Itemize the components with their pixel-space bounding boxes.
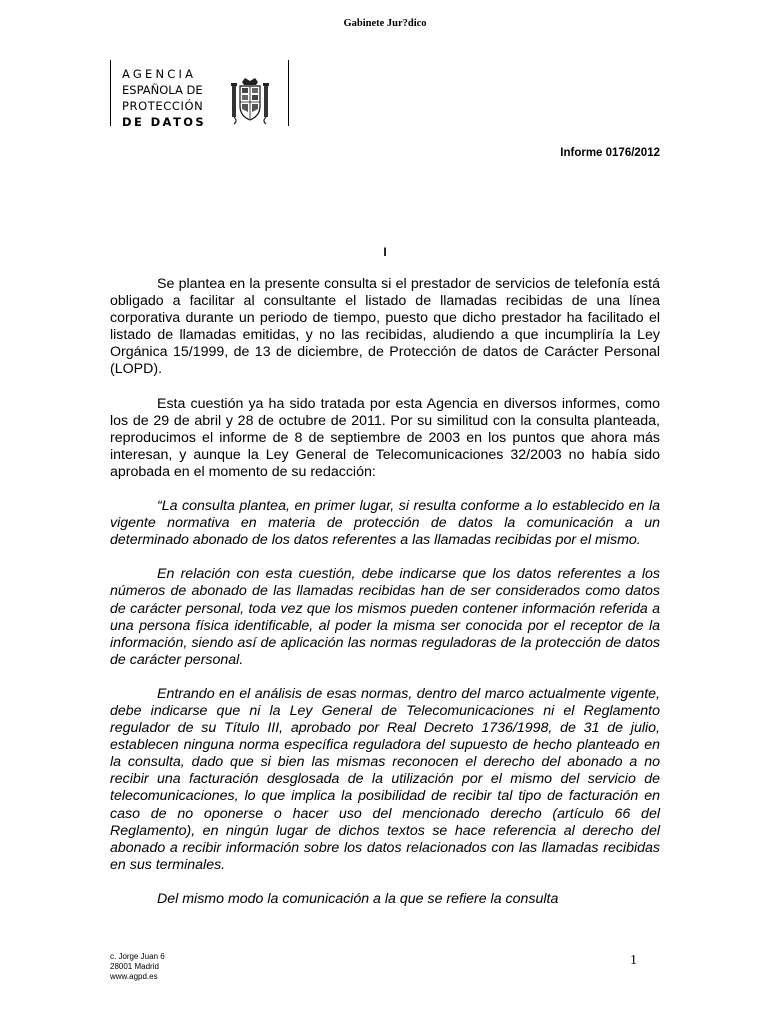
logo-divider-left — [110, 60, 111, 126]
paragraph: Esta cuestión ya ha sido tratada por esta Agencia en diversos informes, como los de 29 de abril y 28 de octubre de 2011. Por su similitud con la consulta planteada, reproducimos el informe de 8 de septiembre de 2003 en los puntos que ahora más interesan, y aunque la Ley General de Telecomunicaciones 32/2003 no había sido aprobada en el momento de su redacción: — [110, 395, 660, 480]
logo-divider-right — [288, 60, 289, 126]
page-number: 1 — [630, 953, 637, 968]
quoted-paragraph: Del mismo modo la comunicación a la que se refiere la consulta — [157, 890, 559, 907]
logo-line-3: PROTECCIÓN — [122, 99, 204, 113]
quoted-paragraph: En relación con esta cuestión, debe indicarse que los datos referentes a los números de abonado de las llamadas recibidas han de ser considerados como datos de carácter personal, toda vez que los mismos pueden contener información referida a una persona física identificable, al poder la misma ser conocida por el receptor de la información, siendo así de aplicación las normas reguladoras de la protección de datos de carácter personal. — [110, 566, 660, 668]
website-text: www.agpd.es — [110, 972, 158, 981]
logo-line-2: ESPAÑOLA DE — [122, 83, 203, 97]
section-heading: I — [383, 245, 387, 259]
coat-of-arms-icon — [228, 76, 272, 126]
logo-line-4: DE DATOS — [122, 115, 207, 129]
agency-logo — [110, 58, 292, 128]
address-line: c. Jorge Juan 6 — [110, 952, 165, 961]
logo-line-1: AGENCIA — [122, 67, 197, 81]
quoted-paragraph: Entrando en el análisis de esas normas, dentro del marco actualmente vigente, debe indicarse que ni la Ley General de Telecomunicaciones ni el Reglamento regulador de su Título III, aprobado por Real Decreto 1736/1998, de 31 de julio, establecen ninguna norma específica reguladora del supuesto de hecho planteado en la consulta, dado que si bien las mismas reconocen el derecho del abonado a no recibir una facturación desglosada de la utilización por el mismo del servicio de telecomunicaciones, lo que implica la posibilidad de recibir tal tipo de facturación en caso de no oponerse o hacer uso del mencionado derecho (artículo 66 del Reglamento), en ningún lugar de dichos textos se hace referencia al derecho del abonado a recibir información sobre los datos relacionados con las llamadas recibidas en sus terminales. — [110, 685, 660, 873]
logo-text — [122, 66, 206, 130]
report-number: Informe 0176/2012 — [560, 147, 660, 159]
header-label: Gabinete Jur?dico — [343, 18, 427, 29]
quoted-paragraph: “La consulta plantea, en primer lugar, si resulta conforme a lo establecido en la vigente normativa en materia de protección de datos la comunicación a un determinado abonado de los datos referentes a las llamadas recibidas por el mismo. — [110, 498, 660, 549]
paragraph: Se plantea en la presente consulta si el prestador de servicios de telefonía está obligado a facilitar al consultante el listado de llamadas recibidas de una línea corporativa durante un periodo de tiempo, puesto que dicho prestador ha facilitado el listado de llamadas emitidas, y no las recibidas, aludiendo a que incumpliría la Ley Orgánica 15/1999, de 13 de diciembre, de Protección de datos de Carácter Personal (LOPD). — [110, 276, 660, 378]
footer-address — [110, 952, 165, 982]
address-line: 28001 Madrid — [110, 962, 159, 971]
document-body — [110, 276, 660, 925]
